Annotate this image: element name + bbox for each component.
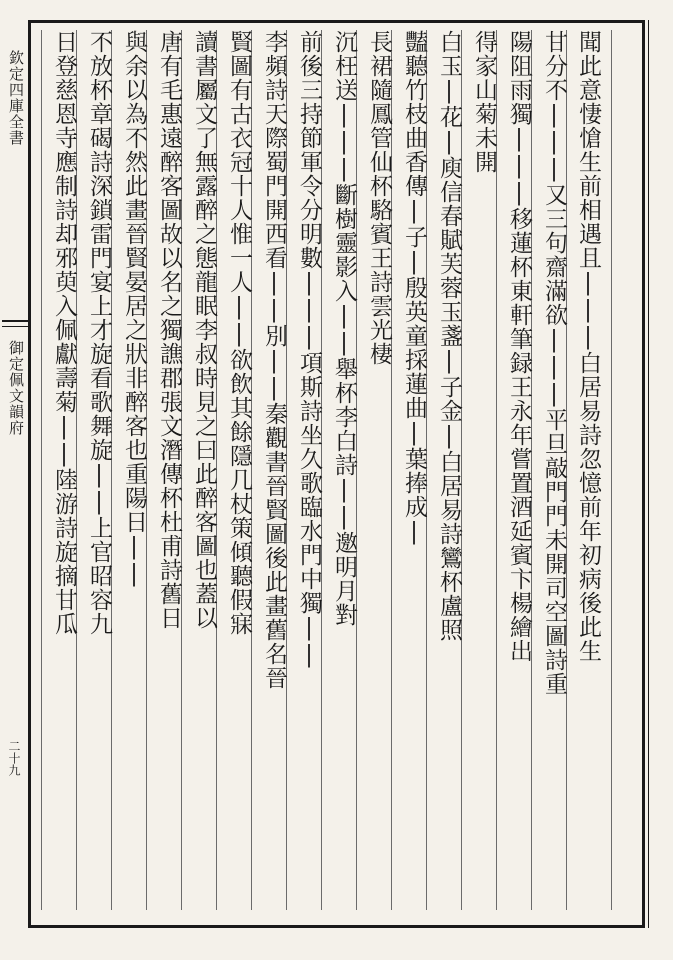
text-column-2: 甘分不|||又三句齋滿欲|||平旦敲門門未開司空圖詩重 xyxy=(531,30,577,910)
text-column-14: 與余以為不然此畫晉賢晏居之狀非醉客也重陽日|| xyxy=(111,30,157,910)
text-column-4: 得家山菊未開 xyxy=(461,30,507,910)
text-column-15: 不放杯章碣詩深鎖雷門宴上才旋看歌舞旋||上官昭容九 xyxy=(76,30,122,910)
text-column-13: 唐有毛惠遠醉客圖故以名之獨譙郡張文潛傳杯杜甫詩舊日 xyxy=(146,30,192,910)
text-column-5: 白玉|花|庾信春賦芙蓉玉盞|子金|白居易詩鸞杯盧照 xyxy=(426,30,472,910)
text-column-10: 李頻詩天際蜀門開西看||別||秦觀書晉賢圖後此畫舊名晉 xyxy=(251,30,297,910)
text-column-7: 長裙隨鳳管仙杯駱賓王詩雲光棲 xyxy=(356,30,402,910)
text-column-12: 讀書屬文了無露醉之態龍眠李叔時見之曰此醉客圖也蓋以 xyxy=(181,30,227,910)
fishtail-mark xyxy=(2,320,28,322)
text-column-16: 日登慈恩寺應制詩却邪萸入佩獻壽菊||陸游詩旋摘甘瓜 xyxy=(41,30,87,910)
text-column-11: 賢圖有古衣冠十人惟一人||欲飲其餘隱几杖策傾聽假寐 xyxy=(216,30,262,910)
text-column-1: 聞此意悽愴生前相遇且|||白居易詩忽憶前年初病後此生 xyxy=(566,30,612,910)
section-title-label: 御定佩文韻府 xyxy=(7,340,25,436)
text-column-3: 陽阻雨獨|||移蓮杯東軒筆録王永年嘗置酒延賓卞楊繪出 xyxy=(496,30,542,910)
page-margin-label xyxy=(0,20,28,928)
frame-edge xyxy=(648,20,652,928)
text-column-9: 前後三持節軍令分明數|||項斯詩坐久歌臨水門中獨|| xyxy=(286,30,332,910)
book-title-label: 欽定四庫全書 xyxy=(7,50,25,146)
text-columns xyxy=(52,30,612,910)
fishtail-mark-lower xyxy=(2,326,28,327)
text-column-6: 豔聽竹枝曲香傳|子|殷英童採蓮曲|葉捧成| xyxy=(391,30,437,910)
folio-number: 二十九 xyxy=(7,740,21,776)
text-column-8: 沉枉送|||斷樹靈影入||舉杯李白詩||邀明月對 xyxy=(321,30,367,910)
